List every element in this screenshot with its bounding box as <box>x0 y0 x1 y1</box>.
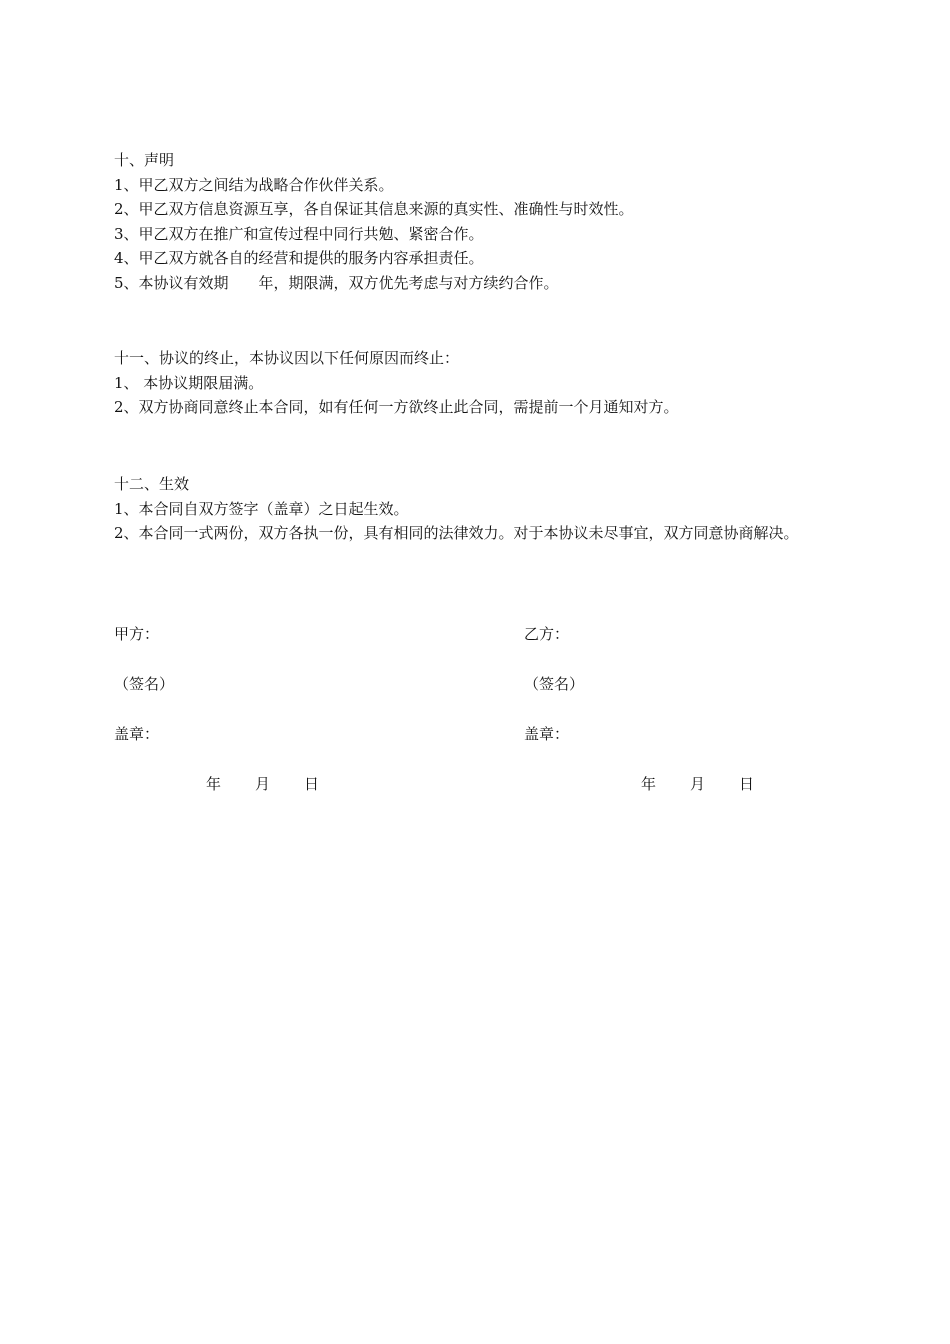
date-year: 年 <box>641 775 657 793</box>
date-month: 月 <box>255 775 271 793</box>
date-day: 日 <box>304 775 320 793</box>
party-a-sign-field: （签名） <box>114 675 175 693</box>
section-termination <box>114 346 844 420</box>
clause-item: 3、甲乙双方在推广和宣传过程中同行共勉、紧密合作。 <box>114 224 484 243</box>
clause-item: 1、甲乙双方之间结为战略合作伙伴关系。 <box>114 175 394 194</box>
clause-item: 2、本合同一式两份，双方各执一份，具有相同的法律效力。对于本协议未尽事宜，双方同意协商解决。 <box>114 524 799 542</box>
date-day: 日 <box>739 775 755 793</box>
date-year: 年 <box>206 775 222 793</box>
party-b-seal-field: 盖章： <box>524 725 570 743</box>
clause-item: 4、甲乙双方就各自的经营和提供的服务内容承担责任。 <box>114 249 484 267</box>
section-heading: 十、声明 <box>114 151 175 169</box>
section-heading: 十一、协议的终止，本协议因以下任何原因而终止： <box>114 349 460 367</box>
clause-item: 2、甲乙双方信息资源互享，各自保证其信息来源的真实性、准确性与时效性。 <box>114 200 634 218</box>
section-declaration <box>114 148 844 295</box>
section-effectiveness <box>114 472 844 546</box>
party-b-label: 乙方： <box>524 625 570 643</box>
party-b-sign-field: （签名） <box>524 675 585 693</box>
clause-item: 2、双方协商同意终止本合同，如有任何一方欲终止此合同，需提前一个月通知对方。 <box>114 398 679 416</box>
party-a-seal-field: 盖章： <box>114 725 160 743</box>
clause-item: 1、本合同自双方签字（盖章）之日起生效。 <box>114 499 409 518</box>
party-a-label: 甲方： <box>114 625 160 643</box>
clause-item: 5、本协议有效期 年，期限满，双方优先考虑与对方续约合作。 <box>114 273 559 292</box>
clause-item: 1、 本协议期限届满。 <box>114 373 264 392</box>
party-a-date <box>206 772 319 796</box>
date-month: 月 <box>690 775 706 793</box>
party-b-date <box>641 772 754 796</box>
section-heading: 十二、生效 <box>114 475 190 493</box>
